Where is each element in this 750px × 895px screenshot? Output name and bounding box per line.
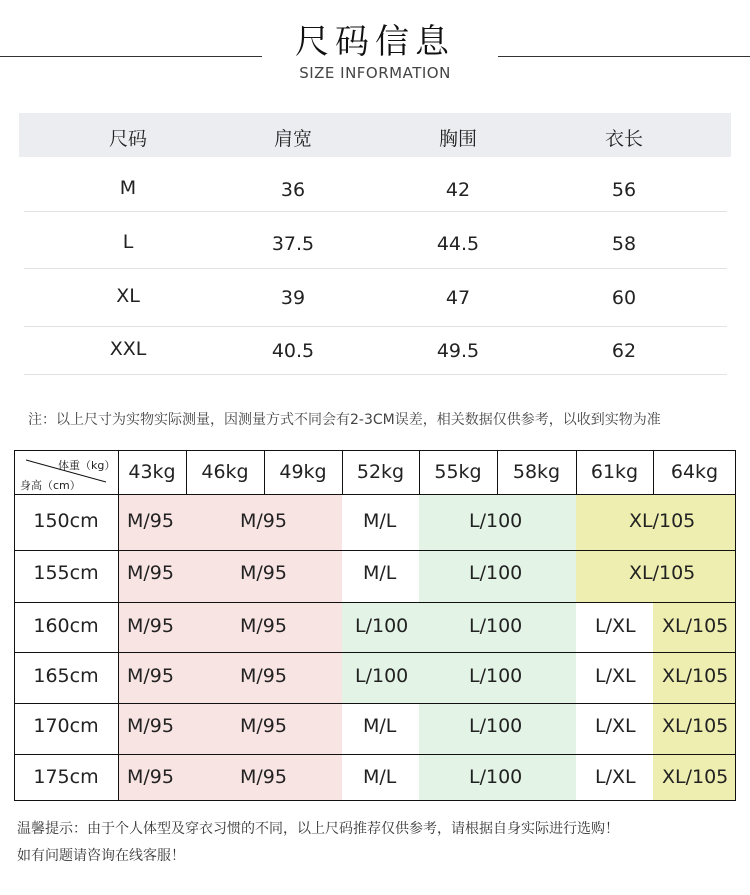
weight-header-cell: 61kg bbox=[590, 461, 639, 483]
weight-header-cell: 52kg bbox=[356, 461, 405, 483]
size-suggestion-cell: M/95 bbox=[127, 562, 174, 584]
size-suggestion-cell: M/95 bbox=[127, 665, 174, 687]
size-header-cell: 衣长 bbox=[604, 128, 643, 150]
grid-line bbox=[14, 602, 736, 603]
grid-line bbox=[14, 703, 736, 704]
size-suggestion-cell: L/XL bbox=[595, 715, 636, 737]
size-row-divider bbox=[24, 268, 727, 269]
grid-line bbox=[14, 800, 736, 801]
size-row-divider bbox=[24, 374, 727, 375]
size-row-divider bbox=[24, 211, 727, 212]
size-suggestion-cell: M/L bbox=[363, 715, 397, 737]
size-table-cell: 37.5 bbox=[271, 233, 315, 255]
height-row-label: 170cm bbox=[33, 715, 99, 737]
grid-line bbox=[14, 550, 736, 551]
size-suggestion-cell: M/L bbox=[363, 510, 397, 532]
size-suggestion-cell: M/95 bbox=[240, 766, 287, 788]
height-row-label: 165cm bbox=[33, 665, 99, 687]
grid-line bbox=[118, 450, 119, 801]
height-row-label: 150cm bbox=[33, 510, 99, 532]
size-suggestion-cell: XL/105 bbox=[629, 510, 696, 532]
size-suggestion-cell: M/L bbox=[363, 766, 397, 788]
size-header-cell: 肩宽 bbox=[273, 128, 312, 150]
size-header-cell: 尺码 bbox=[108, 128, 147, 150]
grid-line bbox=[735, 450, 736, 801]
size-suggestion-cell: M/95 bbox=[127, 615, 174, 637]
weight-header-cell: 55kg bbox=[434, 461, 482, 483]
size-suggestion-cell: L/100 bbox=[469, 665, 523, 687]
size-table-cell: 44.5 bbox=[436, 233, 480, 255]
size-suggestion-cell: L/100 bbox=[469, 562, 523, 584]
weight-header-cell: 43kg bbox=[128, 461, 176, 483]
size-suggestion-cell: L/XL bbox=[595, 615, 636, 637]
size-suggestion-cell: L/100 bbox=[469, 766, 523, 788]
page-title: 尺码信息 bbox=[295, 22, 455, 62]
grid-line bbox=[14, 754, 736, 755]
size-table-cell: 60 bbox=[611, 287, 637, 309]
size-suggestion-cell: L/100 bbox=[355, 665, 409, 687]
page-subtitle: SIZE INFORMATION bbox=[299, 64, 451, 82]
size-row-divider bbox=[24, 326, 727, 327]
size-suggestion-cell: XL/105 bbox=[662, 715, 729, 737]
grid-line bbox=[14, 450, 736, 451]
grid-line bbox=[14, 494, 736, 495]
size-suggestion-cell: XL/105 bbox=[629, 562, 696, 584]
size-suggestion-cell: XL/105 bbox=[662, 766, 729, 788]
size-suggestion-cell: L/100 bbox=[469, 510, 523, 532]
size-table-cell: 47 bbox=[445, 287, 471, 309]
size-table-cell: 58 bbox=[611, 233, 637, 255]
size-suggestion-cell: M/95 bbox=[240, 715, 287, 737]
size-suggestion-cell: L/100 bbox=[469, 715, 523, 737]
size-suggestion-cell: M/L bbox=[363, 562, 397, 584]
measurement-note: 注：以上尺寸为实物实际测量，因测量方式不同会有2-3CM误差，相关数据仅供参考，以收到实物为准 bbox=[28, 412, 661, 428]
size-table-cell: M bbox=[119, 177, 137, 199]
size-table-cell: L bbox=[122, 231, 134, 253]
size-suggestion-cell: M/95 bbox=[127, 766, 174, 788]
size-table-cell: XXL bbox=[109, 338, 147, 360]
footer-contact: 如有问题请咨询在线客服！ bbox=[17, 848, 185, 864]
size-suggestion-cell: M/95 bbox=[240, 562, 287, 584]
size-suggestion-cell: M/95 bbox=[240, 510, 287, 532]
weight-header-cell: 49kg bbox=[279, 461, 327, 483]
weight-header-cell: 64kg bbox=[670, 461, 719, 483]
size-table-cell: 49.5 bbox=[436, 340, 480, 362]
size-table-cell: 62 bbox=[611, 340, 637, 362]
size-suggestion-cell: XL/105 bbox=[662, 615, 729, 637]
size-suggestion-cell: M/95 bbox=[127, 510, 174, 532]
weight-header-cell: 46kg bbox=[201, 461, 249, 483]
height-row-label: 155cm bbox=[33, 562, 99, 584]
size-suggestion-cell: L/XL bbox=[595, 665, 636, 687]
size-suggestion-cell: XL/105 bbox=[662, 665, 729, 687]
size-recommend-table bbox=[14, 450, 736, 801]
size-table-cell: 40.5 bbox=[271, 340, 315, 362]
size-header-cell: 胸围 bbox=[438, 128, 477, 150]
weight-axis-label: 体重（kg） bbox=[58, 459, 116, 472]
size-suggestion-cell: L/100 bbox=[355, 615, 409, 637]
weight-header-cell: 58kg bbox=[512, 461, 561, 483]
footer-tip: 温馨提示：由于个人体型及穿衣习惯的不同，以上尺码推荐仅供参考，请根据自身实际进行选购！ bbox=[17, 821, 619, 837]
size-table-cell: 36 bbox=[280, 179, 306, 201]
grid-line bbox=[14, 652, 736, 653]
size-table-cell: XL bbox=[116, 285, 140, 307]
size-suggestion-cell: L/100 bbox=[469, 615, 523, 637]
size-suggestion-cell: M/95 bbox=[240, 665, 287, 687]
size-suggestion-cell: M/95 bbox=[240, 615, 287, 637]
height-row-label: 175cm bbox=[33, 766, 99, 788]
size-table-cell: 42 bbox=[445, 179, 471, 201]
size-table-cell: 39 bbox=[280, 287, 306, 309]
height-row-label: 160cm bbox=[33, 615, 99, 637]
size-suggestion-cell: M/95 bbox=[127, 715, 174, 737]
height-axis-label: 身高（cm） bbox=[20, 479, 81, 492]
size-table-cell: 56 bbox=[611, 179, 637, 201]
size-suggestion-cell: L/XL bbox=[595, 766, 636, 788]
